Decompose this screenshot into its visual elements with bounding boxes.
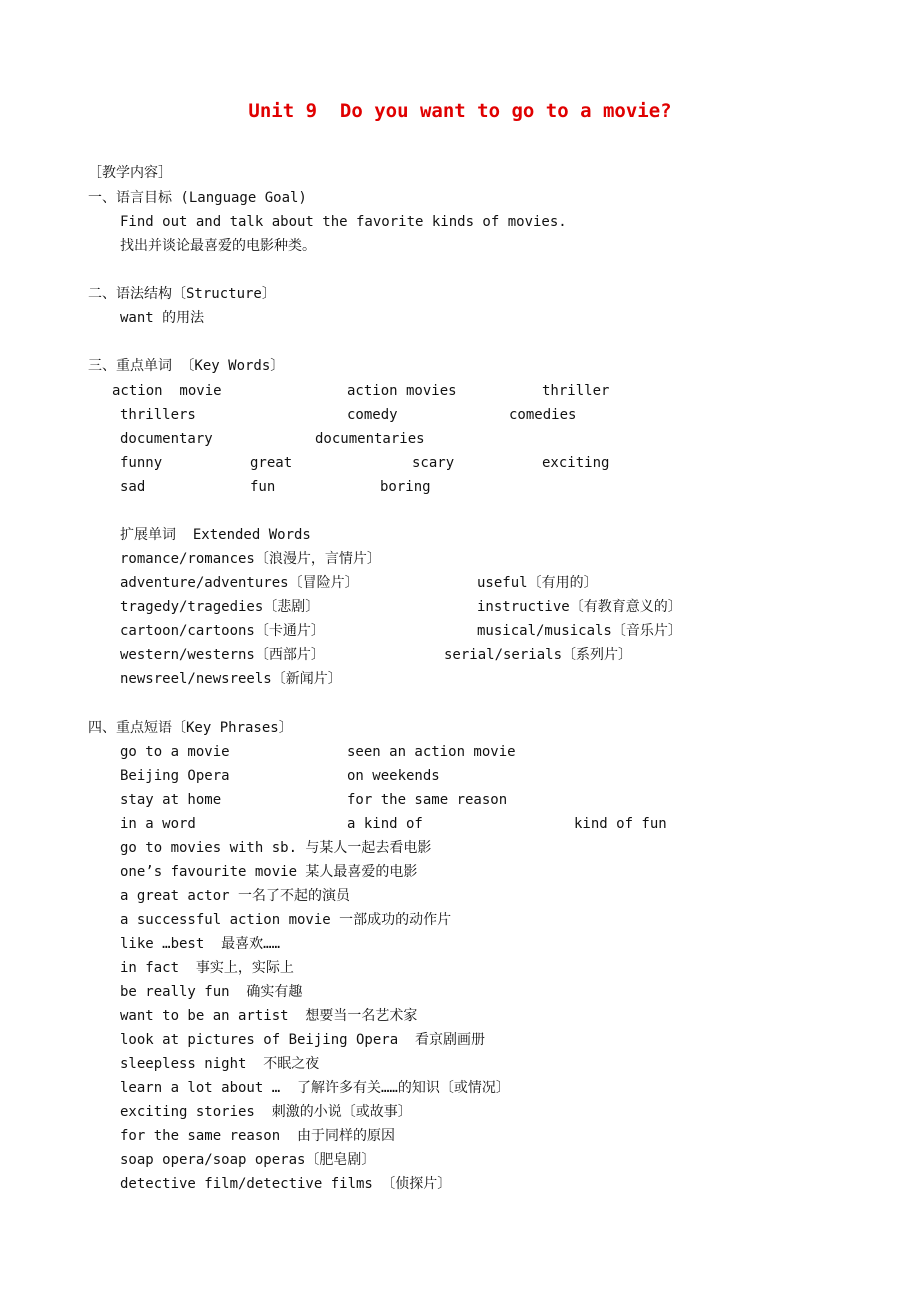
section-4-heading: 四、重点短语〔Key Phrases〕 [88,720,293,736]
key-phrase: a kind of [347,816,423,832]
key-word: scary [412,455,455,471]
key-phrase: for the same reason [347,792,508,808]
key-phrase: on weekends [347,768,440,784]
key-phrase-line: want to be an artist 想要当一名艺术家 [120,1008,418,1024]
extended-word: serial/serials〔系列片〕 [444,647,633,663]
extended-word: cartoon/cartoons〔卡通片〕 [120,623,325,639]
key-phrase-line: soap opera/soap operas〔肥皂剧〕 [120,1152,376,1168]
key-word: sad [120,479,146,495]
key-word: fun [250,479,276,495]
key-word: great [250,455,293,471]
key-word: documentary [120,431,213,447]
key-phrase: stay at home [120,792,222,808]
section-3-heading: 三、重点单词 〔Key Words〕 [88,358,285,374]
key-phrase: Beijing Opera [120,768,230,784]
key-phrase-line: a great actor 一名了不起的演员 [120,888,351,904]
extended-word: romance/romances〔浪漫片，言情片〕 [120,551,381,567]
extended-word: tragedy/tragedies〔悲剧〕 [120,599,320,615]
extended-word: western/westerns〔西部片〕 [120,647,325,663]
key-phrase-line: for the same reason 由于同样的原因 [120,1128,396,1144]
extended-word: adventure/adventures〔冒险片〕 [120,575,359,591]
section-1-heading: 一、语言目标 (Language Goal) [88,190,307,206]
key-phrase-line: go to movies with sb. 与某人一起去看电影 [120,840,432,856]
key-word: documentaries [315,431,425,447]
extended-word: instructive〔有教育意义的〕 [477,599,682,615]
section-2-line: want 的用法 [120,310,205,326]
extended-word: useful〔有用的〕 [477,575,598,591]
key-word: action movie [112,383,222,399]
extended-word: musical/musicals〔音乐片〕 [477,623,682,639]
key-word: thrillers [120,407,196,423]
key-word: comedy [347,407,398,423]
section-1-line: 找出并谈论最喜爱的电影种类。 [120,238,316,254]
key-phrase-line: exciting stories 刺激的小说〔或故事〕 [120,1104,412,1120]
key-phrase-line: be really fun 确实有趣 [120,984,303,1000]
key-phrase: in a word [120,816,196,832]
key-phrase-line: detective film/detective films 〔侦探片〕 [120,1176,452,1192]
page-title: Unit 9 Do you want to go to a movie? [248,100,672,122]
key-phrase-line: learn a lot about … 了解许多有关……的知识〔或情况〕 [120,1080,510,1096]
extended-word: newsreel/newsreels〔新闻片〕 [120,671,342,687]
teaching-content-label: ［教学内容］ [88,165,172,181]
key-phrase: go to a movie [120,744,230,760]
key-phrase-line: sleepless night 不眠之夜 [120,1056,320,1072]
key-phrase-line: look at pictures of Beijing Opera 看京剧画册 [120,1032,486,1048]
section-1-line: Find out and talk about the favorite kinds of movies. [120,214,567,230]
key-word: thriller [542,383,610,399]
key-word: exciting [542,455,610,471]
key-phrase-line: in fact 事实上，实际上 [120,960,294,976]
extended-words-heading: 扩展单词 Extended Words [120,527,311,543]
key-phrase-line: like …best 最喜欢…… [120,936,281,952]
key-word: action movies [347,383,457,399]
key-phrase-line: a successful action movie 一部成功的动作片 [120,912,452,928]
key-phrase: seen an action movie [347,744,516,760]
key-phrase-line: one’s favourite movie 某人最喜爱的电影 [120,864,418,880]
key-word: funny [120,455,163,471]
section-2-heading: 二、语法结构〔Structure〕 [88,286,276,302]
key-phrase: kind of fun [574,816,667,832]
key-word: comedies [509,407,577,423]
key-word: boring [380,479,431,495]
